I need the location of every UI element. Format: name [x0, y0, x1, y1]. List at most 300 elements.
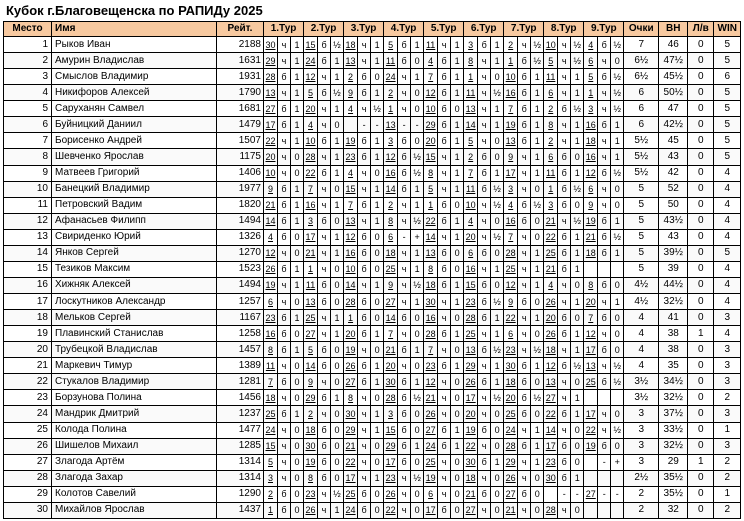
player-name: Петровский Вадим	[52, 197, 217, 213]
table-row	[4, 438, 741, 454]
win-cell: 2	[714, 470, 741, 486]
round-color: б	[278, 69, 291, 85]
round-color: ч	[318, 261, 331, 277]
round-color: ч	[478, 53, 491, 69]
round-opponent: 11	[304, 277, 318, 293]
round-opponent: 23	[344, 149, 358, 165]
round-result: 1	[491, 310, 504, 326]
round-color: б	[358, 310, 371, 326]
player-name: Саруханян Самвел	[52, 101, 217, 117]
rating-cell: 1523	[217, 261, 264, 277]
round-opponent: 20	[344, 326, 358, 342]
round-result: ½	[371, 101, 384, 117]
round-opponent	[344, 117, 358, 133]
round-color: б	[318, 37, 331, 53]
table-row	[4, 229, 741, 245]
round-result: 0	[451, 502, 464, 518]
player-name: Матвеев Григорий	[52, 165, 217, 181]
round-opponent: 19	[264, 277, 278, 293]
round-color: ч	[318, 181, 331, 197]
round-color: б	[598, 37, 611, 53]
round-result: ½	[571, 181, 584, 197]
round-result: 0	[331, 277, 344, 293]
player-name: Хижняк Алексей	[52, 277, 217, 293]
player-name: Колотов Савелий	[52, 486, 217, 502]
round-opponent: 30	[544, 470, 558, 486]
round-opponent: 20	[464, 229, 478, 245]
points-cell: 6	[624, 101, 659, 117]
round-result: 0	[491, 245, 504, 261]
round-color: ч	[398, 245, 411, 261]
round-result: 0	[451, 486, 464, 502]
round-color: ч	[358, 438, 371, 454]
round-opponent	[584, 261, 598, 277]
round-opponent: 28	[504, 438, 518, 454]
win-cell: 3	[714, 438, 741, 454]
round-result: 1	[331, 326, 344, 342]
place-cell: 17	[4, 294, 52, 310]
round-result: 1	[611, 213, 624, 229]
round-result: 1	[291, 261, 304, 277]
round-color: б	[318, 213, 331, 229]
round-color: ч	[398, 326, 411, 342]
round-opponent: 5	[544, 53, 558, 69]
round-opponent: 22	[344, 454, 358, 470]
header-round: 2.Тур	[304, 22, 344, 37]
round-color: ч	[478, 197, 491, 213]
header-win: WIN	[714, 22, 741, 37]
round-color: б	[398, 165, 411, 181]
round-color: ч	[358, 422, 371, 438]
round-opponent: 4	[264, 229, 278, 245]
round-opponent: 26	[264, 261, 278, 277]
round-opponent: 27	[424, 422, 438, 438]
win-cell: 4	[714, 197, 741, 213]
round-result: 1	[411, 197, 424, 213]
table-row	[4, 486, 741, 502]
round-opponent: 12	[384, 149, 398, 165]
round-opponent: 23	[504, 342, 518, 358]
round-color: б	[518, 294, 531, 310]
round-opponent: 27	[264, 101, 278, 117]
place-cell: 1	[4, 37, 52, 53]
round-opponent: 28	[464, 310, 478, 326]
round-color: ч	[438, 165, 451, 181]
round-opponent: 19	[584, 213, 598, 229]
round-color: -	[398, 229, 411, 245]
round-result: 0	[371, 502, 384, 518]
round-result: 0	[411, 101, 424, 117]
round-result: ½	[531, 197, 544, 213]
round-opponent: 17	[344, 470, 358, 486]
round-result: 1	[571, 342, 584, 358]
round-color: б	[278, 229, 291, 245]
round-opponent: 25	[584, 374, 598, 390]
round-color: ч	[518, 245, 531, 261]
place-cell: 9	[4, 165, 52, 181]
round-result: 1	[411, 37, 424, 53]
round-color: ч	[278, 358, 291, 374]
place-cell: 28	[4, 470, 52, 486]
lw-cell: 0	[688, 245, 714, 261]
bh-cell: 50	[659, 197, 688, 213]
round-color: ч	[598, 422, 611, 438]
round-result: 0	[451, 310, 464, 326]
round-opponent	[544, 486, 558, 502]
round-color: ч	[558, 342, 571, 358]
lw-cell: 0	[688, 310, 714, 326]
round-result: ½	[491, 197, 504, 213]
round-result: 1	[451, 181, 464, 197]
round-color: ч	[518, 326, 531, 342]
round-result: 0	[531, 374, 544, 390]
round-result: 0	[491, 213, 504, 229]
rating-cell: 1270	[217, 245, 264, 261]
round-color: б	[398, 438, 411, 454]
bh-cell: 50½	[659, 85, 688, 101]
place-cell: 16	[4, 277, 52, 293]
round-color: б	[278, 486, 291, 502]
player-name: Смыслов Владимир	[52, 69, 217, 85]
round-color: ч	[358, 101, 371, 117]
round-result: 1	[451, 438, 464, 454]
round-opponent: 25	[344, 486, 358, 502]
round-result: 0	[411, 486, 424, 502]
round-color: б	[598, 374, 611, 390]
round-result: 0	[331, 358, 344, 374]
points-cell: 4	[624, 310, 659, 326]
round-color: б	[398, 454, 411, 470]
round-color: ч	[398, 486, 411, 502]
round-color: ч	[558, 133, 571, 149]
round-opponent: 2	[344, 69, 358, 85]
rating-cell: 1281	[217, 374, 264, 390]
round-result: 0	[411, 85, 424, 101]
round-opponent: 26	[304, 502, 318, 518]
round-result: 1	[491, 358, 504, 374]
round-opponent: 5	[384, 37, 398, 53]
table-row	[4, 197, 741, 213]
round-opponent: 18	[264, 390, 278, 406]
round-result: 0	[571, 197, 584, 213]
player-name: Амурин Владислав	[52, 53, 217, 69]
round-opponent: 12	[304, 69, 318, 85]
points-cell: 4½	[624, 294, 659, 310]
round-result: 0	[291, 374, 304, 390]
round-color: ч	[438, 149, 451, 165]
round-opponent: 20	[264, 149, 278, 165]
round-opponent: 22	[384, 502, 398, 518]
round-result: 1	[531, 438, 544, 454]
round-color: б	[358, 229, 371, 245]
round-color: б	[478, 310, 491, 326]
round-result: 1	[451, 149, 464, 165]
round-result: 0	[571, 422, 584, 438]
round-opponent: 18	[544, 342, 558, 358]
round-opponent: 28	[264, 69, 278, 85]
header-bh: ВН	[659, 22, 688, 37]
round-opponent: 7	[504, 229, 518, 245]
round-result: 0	[371, 438, 384, 454]
round-result: 1	[491, 454, 504, 470]
round-color: ч	[398, 502, 411, 518]
round-opponent: 20	[304, 101, 318, 117]
round-opponent: 25	[264, 406, 278, 422]
round-opponent: 2	[464, 149, 478, 165]
round-color: ч	[558, 37, 571, 53]
points-cell: 5	[624, 197, 659, 213]
lw-cell: 0	[688, 277, 714, 293]
win-cell: 4	[714, 165, 741, 181]
round-color: б	[438, 69, 451, 85]
rating-cell: 1977	[217, 181, 264, 197]
round-opponent: 14	[544, 422, 558, 438]
round-result: 1	[531, 101, 544, 117]
round-color: б	[478, 181, 491, 197]
round-opponent: 4	[464, 213, 478, 229]
round-color: ч	[478, 229, 491, 245]
round-result: 1	[371, 149, 384, 165]
round-color: б	[558, 310, 571, 326]
round-color: ч	[558, 117, 571, 133]
round-result: 0	[531, 181, 544, 197]
round-color: б	[278, 406, 291, 422]
round-color: ч	[558, 502, 571, 518]
table-row	[4, 261, 741, 277]
round-color: б	[558, 326, 571, 342]
rating-cell: 1790	[217, 85, 264, 101]
round-color: б	[518, 486, 531, 502]
round-opponent: 29	[424, 117, 438, 133]
player-name: Шевченко Ярослав	[52, 149, 217, 165]
lw-cell: 0	[688, 149, 714, 165]
bh-cell: 38	[659, 326, 688, 342]
round-opponent: 11	[544, 165, 558, 181]
round-opponent: 3	[544, 197, 558, 213]
round-color: ч	[518, 261, 531, 277]
round-opponent: 28	[544, 502, 558, 518]
round-result: 1	[291, 117, 304, 133]
round-opponent: 1	[504, 53, 518, 69]
points-cell: 6½	[624, 69, 659, 85]
round-color: ч	[278, 53, 291, 69]
player-name: Свириденко Юрий	[52, 229, 217, 245]
round-result: 0	[371, 342, 384, 358]
round-opponent: 1	[544, 181, 558, 197]
round-opponent: 25	[504, 261, 518, 277]
round-result: 1	[571, 294, 584, 310]
round-color: ч	[478, 133, 491, 149]
round-opponent: 4	[544, 277, 558, 293]
round-result: 0	[371, 245, 384, 261]
round-color: ч	[318, 374, 331, 390]
round-opponent: 1	[264, 502, 278, 518]
round-result: 0	[531, 294, 544, 310]
round-opponent: 24	[424, 438, 438, 454]
header-round: 1.Тур	[264, 22, 304, 37]
round-color: -	[398, 117, 411, 133]
round-color: б	[518, 197, 531, 213]
round-color: ч	[518, 310, 531, 326]
round-opponent: 8	[384, 213, 398, 229]
round-color: б	[518, 133, 531, 149]
round-color: б	[598, 229, 611, 245]
rating-cell: 1326	[217, 229, 264, 245]
round-color: ч	[398, 197, 411, 213]
round-result: 0	[611, 197, 624, 213]
round-result: 1	[531, 310, 544, 326]
round-result: ½	[491, 181, 504, 197]
round-color: б	[438, 101, 451, 117]
round-color: ч	[318, 101, 331, 117]
player-name: Трубецкой Владислав	[52, 342, 217, 358]
round-result: ½	[611, 422, 624, 438]
points-cell: 4	[624, 358, 659, 374]
round-result: ½	[571, 213, 584, 229]
round-opponent: 9	[504, 294, 518, 310]
place-cell: 15	[4, 261, 52, 277]
round-color: б	[558, 101, 571, 117]
round-color: ч	[518, 37, 531, 53]
round-opponent: 5	[424, 181, 438, 197]
round-result: 1	[331, 390, 344, 406]
round-opponent: 1	[424, 197, 438, 213]
round-color: б	[358, 294, 371, 310]
bh-cell: 35½	[659, 486, 688, 502]
round-opponent: 15	[464, 277, 478, 293]
round-color: б	[478, 245, 491, 261]
round-result: 0	[291, 165, 304, 181]
round-opponent: 14	[304, 358, 318, 374]
round-color: ч	[478, 470, 491, 486]
round-color: ч	[318, 310, 331, 326]
round-color: ч	[278, 165, 291, 181]
round-opponent: 1	[464, 69, 478, 85]
points-cell: 5	[624, 245, 659, 261]
points-cell: 6	[624, 85, 659, 101]
lw-cell: 0	[688, 37, 714, 53]
round-result: 1	[371, 133, 384, 149]
rating-cell: 2188	[217, 37, 264, 53]
round-color: ч	[558, 422, 571, 438]
round-result: 0	[291, 390, 304, 406]
bh-cell: 47	[659, 101, 688, 117]
round-color: ч	[518, 277, 531, 293]
round-color: б	[278, 326, 291, 342]
round-result: 0	[411, 310, 424, 326]
round-opponent: 10	[504, 69, 518, 85]
round-result: 1	[571, 117, 584, 133]
round-color: б	[398, 406, 411, 422]
place-cell: 6	[4, 117, 52, 133]
round-color: б	[478, 165, 491, 181]
round-result: 0	[491, 486, 504, 502]
points-cell: 4	[624, 342, 659, 358]
rating-cell: 1494	[217, 277, 264, 293]
table-row	[4, 406, 741, 422]
round-opponent: 4	[424, 53, 438, 69]
round-result: 1	[371, 197, 384, 213]
round-opponent: 18	[384, 245, 398, 261]
round-result: ½	[611, 69, 624, 85]
round-opponent: 8	[264, 342, 278, 358]
round-color: ч	[518, 181, 531, 197]
round-result: 1	[371, 181, 384, 197]
round-opponent: 7	[424, 69, 438, 85]
round-opponent: 8	[304, 470, 318, 486]
round-result: -	[371, 117, 384, 133]
points-cell: 6	[624, 117, 659, 133]
bh-cell: 33½	[659, 422, 688, 438]
place-cell: 23	[4, 390, 52, 406]
round-opponent: 16	[464, 261, 478, 277]
round-color: ч	[358, 470, 371, 486]
round-opponent: 24	[344, 502, 358, 518]
round-result: 1	[451, 229, 464, 245]
round-color: ч	[438, 390, 451, 406]
round-color: б	[398, 374, 411, 390]
lw-cell: 0	[688, 422, 714, 438]
round-result: 0	[611, 342, 624, 358]
round-opponent: 21	[384, 342, 398, 358]
round-color: ч	[438, 37, 451, 53]
round-opponent: 29	[384, 438, 398, 454]
rating-cell: 1494	[217, 213, 264, 229]
round-color: ч	[358, 454, 371, 470]
round-result: +	[411, 229, 424, 245]
table-row	[4, 422, 741, 438]
round-opponent: 12	[584, 165, 598, 181]
round-opponent: 27	[464, 502, 478, 518]
round-result: 0	[291, 229, 304, 245]
round-result: -	[571, 486, 584, 502]
round-opponent: 17	[504, 165, 518, 181]
round-color: б	[318, 133, 331, 149]
round-color: ч	[318, 245, 331, 261]
round-color: б	[398, 181, 411, 197]
round-result: ½	[571, 53, 584, 69]
round-opponent	[584, 454, 598, 470]
round-opponent: 9	[504, 149, 518, 165]
points-cell: 5	[624, 229, 659, 245]
round-result: ½	[571, 101, 584, 117]
lw-cell: 0	[688, 406, 714, 422]
place-cell: 30	[4, 502, 52, 518]
round-opponent: 17	[584, 406, 598, 422]
round-color: ч	[358, 406, 371, 422]
round-result: 0	[451, 406, 464, 422]
round-result: 1	[571, 326, 584, 342]
round-opponent: 11	[264, 358, 278, 374]
round-opponent: 19	[504, 117, 518, 133]
round-result: ½	[531, 390, 544, 406]
table-row	[4, 117, 741, 133]
round-color: ч	[598, 406, 611, 422]
header-round: 3.Тур	[344, 22, 384, 37]
round-result: ½	[411, 213, 424, 229]
round-result: 0	[451, 197, 464, 213]
round-opponent: 23	[544, 454, 558, 470]
round-opponent: 22	[504, 310, 518, 326]
round-opponent: 9	[344, 85, 358, 101]
round-opponent: 15	[384, 422, 398, 438]
round-result: 0	[411, 454, 424, 470]
round-result: 1	[331, 165, 344, 181]
round-result: 1	[331, 101, 344, 117]
round-color: б	[438, 133, 451, 149]
round-result: 0	[291, 358, 304, 374]
round-opponent: 12	[424, 85, 438, 101]
